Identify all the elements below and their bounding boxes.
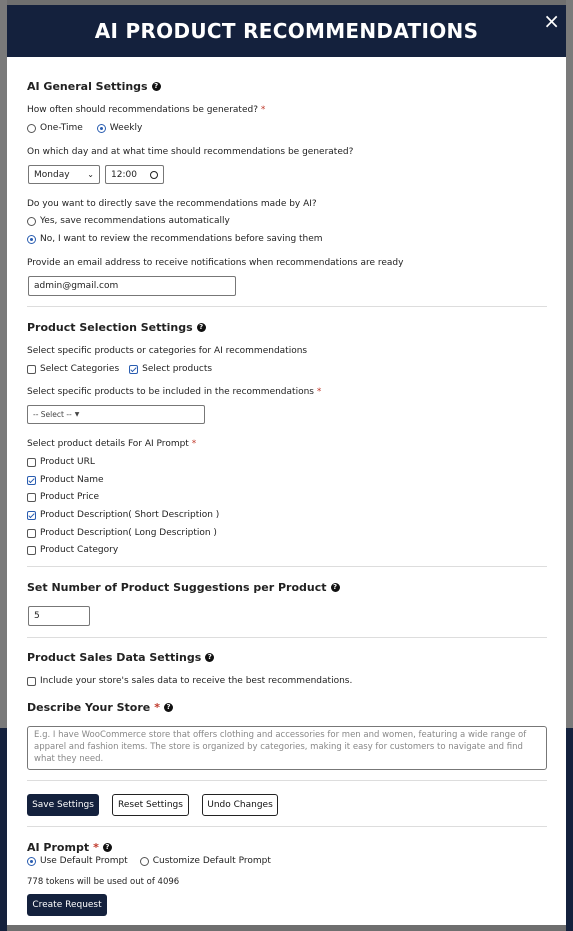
help-icon[interactable]: ? <box>152 82 161 91</box>
background-footer <box>0 728 7 931</box>
suggestions-count-value: 5 <box>34 611 40 621</box>
details-label-text: Select product details For AI Prompt <box>27 439 189 449</box>
checkbox-product-price-label: Product Price <box>40 492 99 502</box>
undo-changes-button[interactable]: Undo Changes <box>202 794 278 816</box>
radio-save-review-label: No, I want to review the recommendations before saving them <box>40 234 323 244</box>
products-select-placeholder: -- Select -- <box>33 410 72 419</box>
email-input-value: admin@gmail.com <box>34 281 119 291</box>
background-footer <box>566 728 573 931</box>
radio-custom-prompt-label: Customize Default Prompt <box>152 856 271 866</box>
radio-save-review[interactable] <box>27 235 36 244</box>
save-option-auto <box>27 216 230 226</box>
modal-title: AI PRODUCT RECOMMENDATIONS <box>94 19 479 43</box>
details-label <box>27 439 196 449</box>
email-input[interactable] <box>28 276 236 296</box>
detail-item <box>27 475 104 485</box>
frequency-label <box>27 105 265 115</box>
divider <box>27 637 547 638</box>
sales-settings-title-text: Product Sales Data Settings <box>27 651 202 664</box>
products-label <box>27 387 321 397</box>
clock-icon <box>150 171 158 179</box>
chevron-down-icon: ▼ <box>74 411 80 418</box>
detail-item <box>27 510 219 520</box>
checkbox-short-description-label: Product Description( Short Description ) <box>40 510 220 520</box>
sales-settings-title <box>27 651 214 664</box>
save-mode-label: Do you want to directly save the recommendations made by AI? <box>27 199 317 209</box>
close-icon[interactable]: × <box>543 9 560 33</box>
prompt-title-text: AI Prompt <box>27 841 90 854</box>
modal-header <box>7 5 566 57</box>
suggestions-count-input[interactable] <box>28 606 90 626</box>
radio-weekly-label: Weekly <box>109 123 143 133</box>
checkbox-product-name-label: Product Name <box>40 475 104 485</box>
products-select[interactable] <box>27 405 205 424</box>
checkbox-include-sales[interactable] <box>27 677 36 686</box>
reset-settings-button[interactable]: Reset Settings <box>112 794 189 816</box>
scope-label: Select specific products or categories for AI recommendations <box>27 346 308 356</box>
radio-save-auto-label: Yes, save recommendations automatically <box>40 216 230 226</box>
divider <box>27 826 547 827</box>
frequency-options <box>27 123 142 133</box>
detail-item <box>27 457 95 467</box>
store-title <box>27 701 173 714</box>
store-description-textarea[interactable]: E.g. I have WooCommerce store that offers clothing and accessories for men and women, featuring a wide range of apparel and fashion items. The store is organized by categories, making it easy for customers to navigate and find what they need. <box>27 726 547 770</box>
required-marker: * <box>93 841 99 854</box>
divider <box>27 780 547 781</box>
detail-item <box>27 545 118 555</box>
help-icon[interactable]: ? <box>331 583 340 592</box>
time-input-value: 12:00 <box>111 169 137 180</box>
scope-options <box>27 364 212 374</box>
checkbox-product-category-label: Product Category <box>40 545 119 555</box>
radio-save-auto[interactable] <box>27 217 36 226</box>
recommendations-modal <box>7 5 566 925</box>
general-settings-title-text: AI General Settings <box>27 80 148 93</box>
checkbox-product-category[interactable] <box>27 546 36 555</box>
checkbox-include-sales-label: Include your store's sales data to receive the best recommendations. <box>40 676 353 686</box>
checkbox-long-description[interactable] <box>27 529 36 538</box>
suggestions-title <box>27 581 340 594</box>
save-settings-button[interactable]: Save Settings <box>27 794 99 816</box>
modal-body <box>7 57 566 925</box>
suggestions-title-text: Set Number of Product Suggestions per Product <box>27 581 327 594</box>
radio-default-prompt[interactable] <box>27 857 36 866</box>
products-label-text: Select specific products to be included in the recommendations <box>27 387 314 397</box>
store-title-text: Describe Your Store <box>27 701 151 714</box>
radio-one-time-label: One-Time <box>40 123 83 133</box>
help-icon[interactable]: ? <box>164 703 173 712</box>
help-icon[interactable]: ? <box>103 843 112 852</box>
checkbox-select-products-label: Select products <box>142 364 213 374</box>
schedule-label: On which day and at what time should recommendations be generated? <box>27 147 354 157</box>
checkbox-long-description-label: Product Description( Long Description ) <box>40 528 217 538</box>
divider <box>27 306 547 307</box>
day-select[interactable] <box>28 165 100 184</box>
general-settings-title <box>27 80 161 93</box>
email-label: Provide an email address to receive notifications when recommendations are ready <box>27 258 404 268</box>
checkbox-product-price[interactable] <box>27 493 36 502</box>
chevron-down-icon: ⌄ <box>87 170 94 179</box>
selection-settings-title <box>27 321 206 334</box>
required-marker: * <box>316 387 322 397</box>
radio-custom-prompt[interactable] <box>140 857 149 866</box>
token-usage-text: 778 tokens will be used out of 4096 <box>27 877 180 887</box>
time-input[interactable] <box>105 165 164 184</box>
checkbox-select-categories-label: Select Categories <box>40 364 120 374</box>
checkbox-product-url[interactable] <box>27 458 36 467</box>
radio-default-prompt-label: Use Default Prompt <box>40 856 128 866</box>
checkbox-select-products[interactable] <box>129 365 138 374</box>
required-marker: * <box>260 105 266 115</box>
selection-settings-title-text: Product Selection Settings <box>27 321 193 334</box>
checkbox-product-url-label: Product URL <box>40 457 95 467</box>
save-option-review <box>27 234 323 244</box>
help-icon[interactable]: ? <box>197 323 206 332</box>
checkbox-short-description[interactable] <box>27 511 36 520</box>
sales-include-option <box>27 676 352 686</box>
radio-one-time[interactable] <box>27 124 36 133</box>
divider <box>27 566 547 567</box>
checkbox-select-categories[interactable] <box>27 365 36 374</box>
required-marker: * <box>191 439 197 449</box>
prompt-title <box>27 841 112 854</box>
create-request-button[interactable]: Create Request <box>27 894 107 916</box>
prompt-options <box>27 856 271 866</box>
help-icon[interactable]: ? <box>205 653 214 662</box>
frequency-label-text: How often should recommendations be generated? <box>27 105 258 115</box>
required-marker: * <box>154 701 161 714</box>
checkbox-product-name[interactable] <box>27 476 36 485</box>
day-select-value: Monday <box>34 169 70 180</box>
detail-item <box>27 492 99 502</box>
radio-weekly[interactable] <box>97 124 106 133</box>
detail-item <box>27 528 217 538</box>
